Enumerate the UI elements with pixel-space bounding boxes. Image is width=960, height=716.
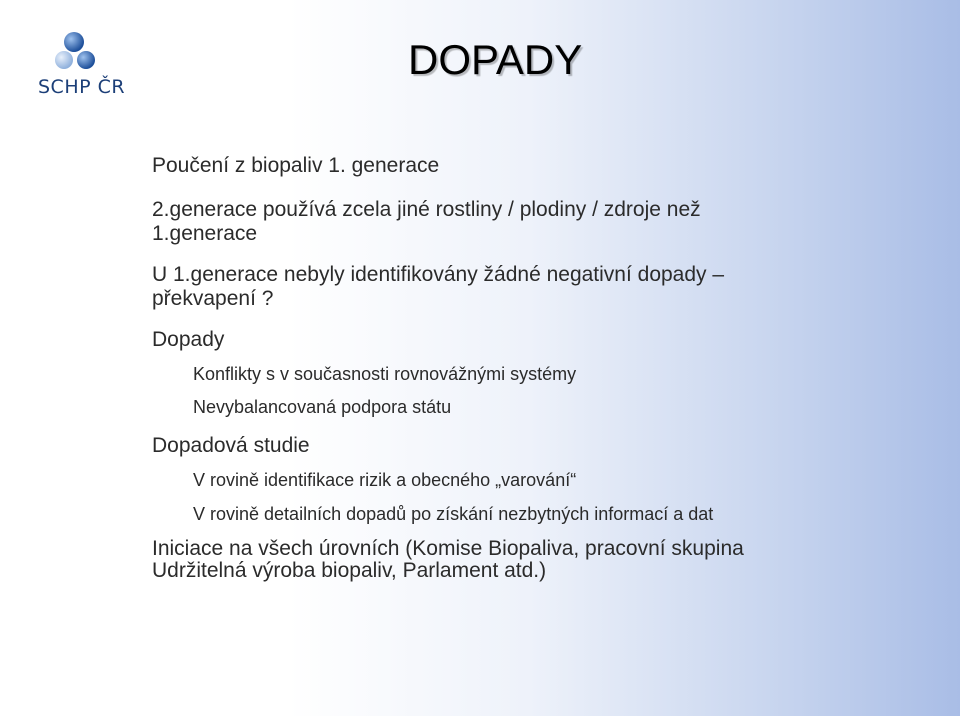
dash-icon: – bbox=[165, 470, 176, 490]
bullet-text: 1.generace bbox=[152, 222, 258, 245]
bullet-icon: • bbox=[119, 263, 127, 286]
bullet-text: Udržitelná výroba biopaliv, Parlament atd.) bbox=[152, 559, 547, 582]
bullet-text: Dopadová studie bbox=[152, 434, 310, 457]
bullet-text: 2.generace používá zcela jiné rostliny / plodiny / zdroje než bbox=[152, 198, 701, 221]
bullet-icon: • bbox=[119, 328, 127, 351]
bullet-text: U 1.generace nebyly identifikovány žádné negativní dopady – bbox=[152, 263, 725, 286]
sub-item bbox=[165, 469, 577, 491]
bullet-text: překvapení ? bbox=[152, 287, 274, 310]
dash-icon: – bbox=[165, 364, 176, 384]
sub-item bbox=[165, 503, 714, 525]
dash-icon: – bbox=[165, 397, 176, 417]
sub-item-text: Nevybalancovaná podpora státu bbox=[193, 397, 452, 417]
bullet-item bbox=[119, 154, 440, 178]
bullet-icon: • bbox=[119, 198, 127, 221]
bullet-icon: • bbox=[119, 537, 127, 560]
sub-item bbox=[165, 363, 577, 385]
logo-text: SCHP ČR bbox=[38, 76, 126, 98]
bullet-item bbox=[119, 198, 701, 246]
bullet-item bbox=[119, 328, 225, 352]
sub-item-text: V rovině identifikace rizik a obecného „varování“ bbox=[193, 470, 577, 490]
sub-item-text: V rovině detailních dopadů po získání nezbytných informací a dat bbox=[193, 504, 714, 524]
bullet-text: Dopady bbox=[152, 328, 225, 351]
bullet-icon: • bbox=[119, 434, 127, 457]
bullet-item bbox=[119, 537, 744, 582]
sub-item bbox=[165, 396, 452, 418]
sub-item-text: Konflikty s v současnosti rovnovážnými systémy bbox=[193, 364, 577, 384]
bullet-item bbox=[119, 263, 725, 311]
slide-title: DOPADY bbox=[408, 36, 583, 83]
bullet-text: Iniciace na všech úrovních (Komise Biopaliva, pracovní skupina bbox=[152, 537, 744, 560]
dash-icon: – bbox=[165, 504, 176, 524]
bullet-text: Poučení z biopaliv 1. generace bbox=[152, 154, 440, 177]
bullet-icon: • bbox=[119, 154, 127, 177]
bullet-item bbox=[119, 434, 310, 458]
